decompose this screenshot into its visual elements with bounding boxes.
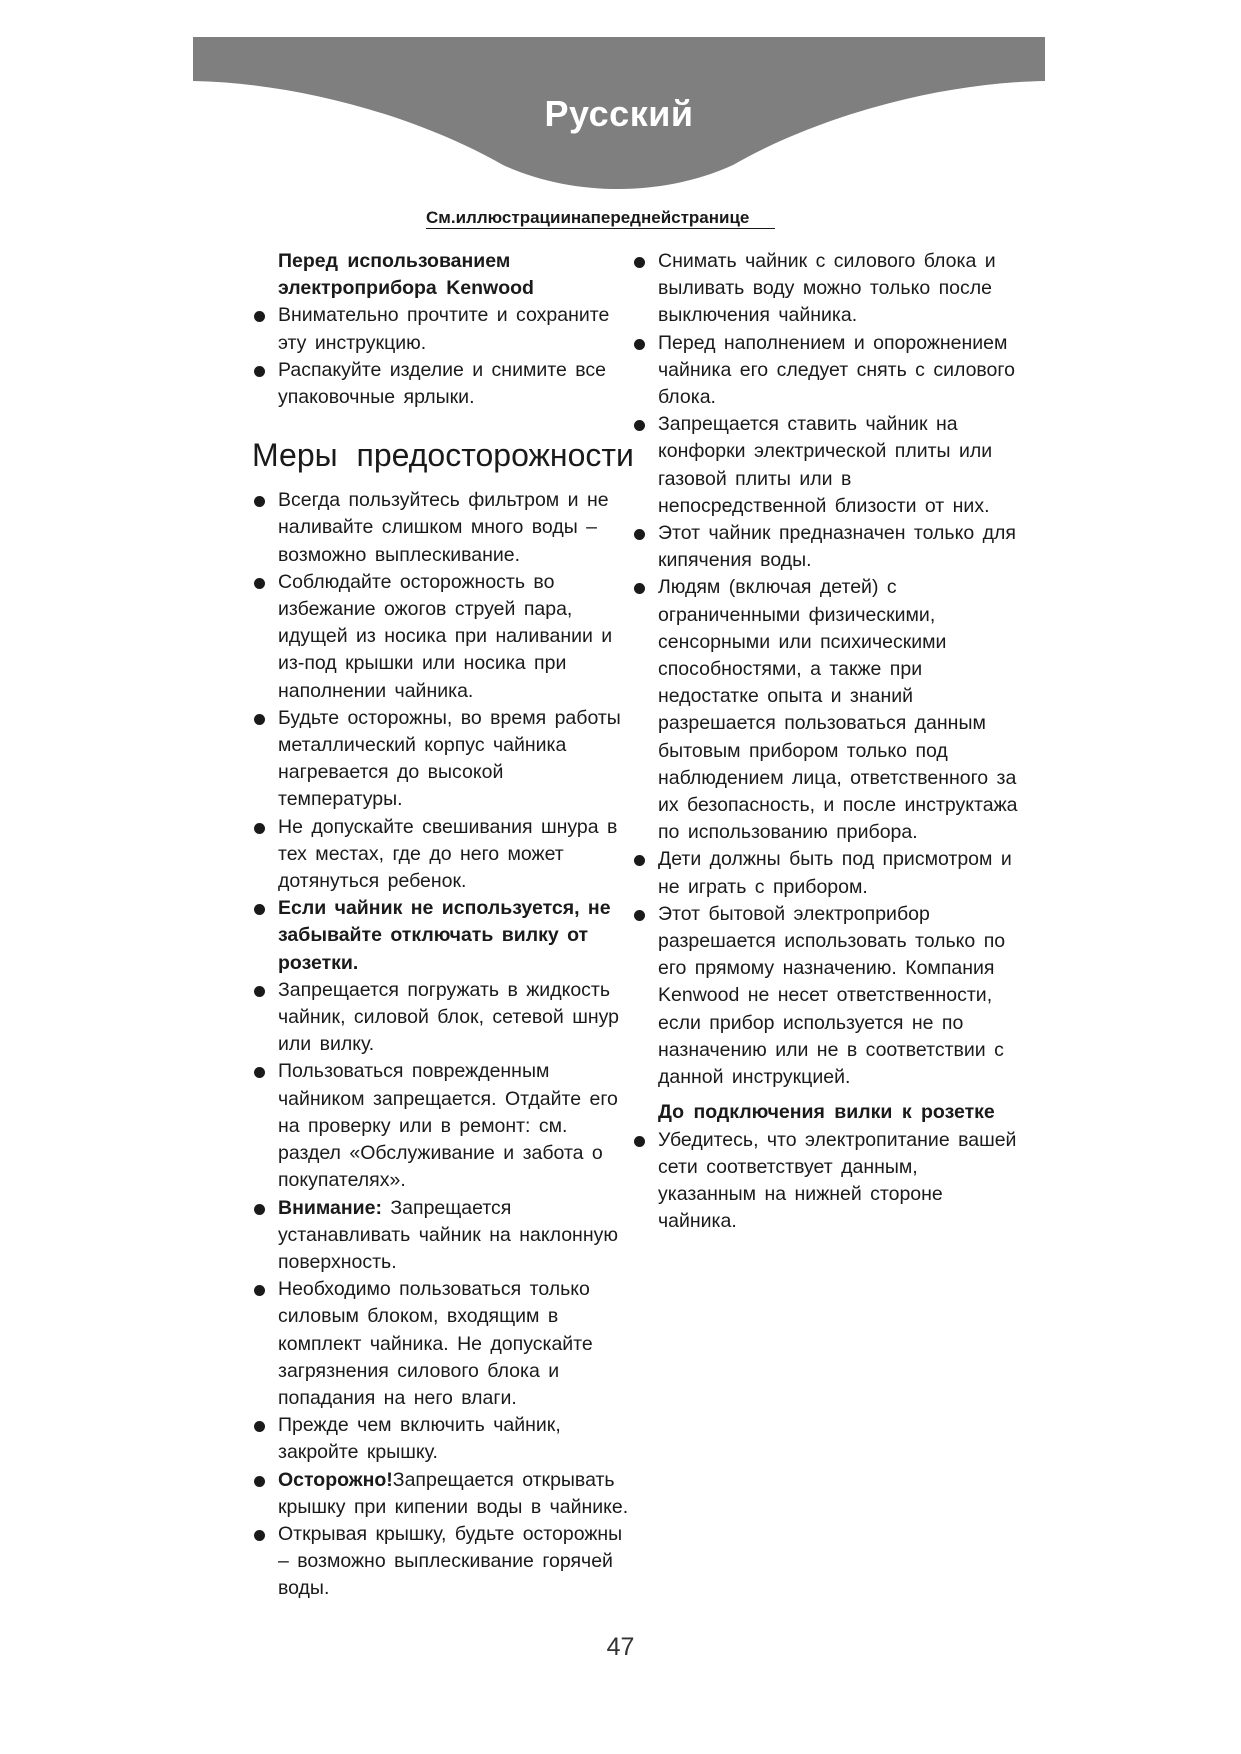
- list-item: Снимать чайник с силового блока и выливать воду можно только после выключения чайника.: [634, 248, 1019, 330]
- list-item: [254, 1276, 629, 1412]
- list-item: Убедитесь, что электропитание вашей сети соответствует данным, указанным на нижней стороне чайника.: [634, 1127, 1019, 1236]
- list-item: [254, 569, 629, 705]
- list-item: [254, 1521, 629, 1603]
- left-column: [252, 248, 634, 1603]
- safety-section-title: Меры предосторожности: [252, 437, 634, 474]
- safety-list-continued: [634, 248, 1019, 1091]
- list-item: [254, 487, 629, 569]
- item-text: Всегда пользуйтесь фильтром и не наливайте слишком много воды – возможно выплескивание.: [278, 489, 609, 566]
- header-banner: [193, 37, 1045, 194]
- item-text: Пользоваться поврежденным чайником запрещается. Отдайте его на проверку или в ремонт: см. раздел «Обслуживание и забота о покупателях».: [278, 1060, 618, 1192]
- list-item: [254, 1195, 629, 1277]
- list-item: Запрещается ставить чайник на конфорки электрической плиты или газовой плиты или в непосредственной близости от них.: [634, 411, 1019, 520]
- item-text: Запрещается погружать в жидкость чайник, силовой блок, сетевой шнур или вилку.: [278, 978, 619, 1056]
- list-item: Этот бытовой электроприбор разрешается использовать только по его прямому назначению. Компания Kenwood не несет ответственности, если прибор используется не по назначению или не в соответствии с данной инструкцией.: [634, 901, 1019, 1091]
- item-text: Запрещается устанавливать чайник на наклонную поверхность.: [278, 1196, 618, 1273]
- list-item: Людям (включая детей) с ограниченными физическими, сенсорными или психическими способностями, а также при недостатке опыта и знаний разрешается пользоваться данным бытовым прибором только под наблюдением лица, ответственного за их безопасность, и после инструктажа по использованию прибора.: [634, 574, 1019, 846]
- item-bold: Если чайник не используется, не забывайте отключать вилку от розетки.: [278, 897, 611, 974]
- item-text: Необходимо пользоваться только силовым блоком, входящим в комплект чайника. Не допускайте загрязнения силового блока и попадания на него влаги.: [278, 1278, 593, 1409]
- item-text: Открывая крышку, будьте осторожны – возможно выплескивание горячей воды.: [278, 1522, 623, 1600]
- see-illustrations-note: См.иллюстрациинапереднейстранице: [426, 208, 775, 229]
- before-use-list: [254, 302, 629, 411]
- item-text: Запрещается открывать крышку при кипении воды в чайнике.: [278, 1468, 629, 1518]
- list-item: [254, 977, 629, 1059]
- list-item: [254, 1058, 629, 1194]
- before-plugging-list: [634, 1127, 1019, 1236]
- list-item: [254, 1412, 629, 1466]
- item-text: Будьте осторожны, во время работы металлический корпус чайника нагревается до высокой температуры.: [278, 706, 621, 811]
- item-text: Не допускайте свешивания шнура в тех местах, где до него может дотянуться ребенок.: [278, 815, 618, 893]
- list-item: Перед наполнением и опорожнением чайника его следует снять с силового блока.: [634, 330, 1019, 412]
- before-use-heading: Перед использованием электроприбора Kenwood: [278, 250, 534, 300]
- list-item: [254, 1467, 629, 1521]
- page-title: Русский: [544, 93, 694, 134]
- right-column: [634, 248, 1019, 1235]
- list-item: [254, 705, 629, 814]
- item-bold: Внимание:: [278, 1196, 382, 1219]
- list-item: [254, 814, 629, 896]
- list-item: Дети должны быть под присмотром и не играть с прибором.: [634, 846, 1019, 900]
- list-item: [254, 895, 629, 977]
- before-plugging-heading: До подключения вилки к розетке: [658, 1101, 995, 1124]
- page-number: 47: [606, 1633, 635, 1661]
- list-item: Внимательно прочтите и сохраните эту инструкцию.: [254, 302, 629, 356]
- item-text: Соблюдайте осторожность во избежание ожогов струей пара, идущей из носика при наливании и из-под крышки или носика при наполнении чайника.: [278, 570, 613, 702]
- safety-list: [254, 487, 629, 1602]
- list-item: Распакуйте изделие и снимите все упаковочные ярлыки.: [254, 357, 629, 411]
- item-bold: Осторожно!: [278, 1468, 393, 1491]
- list-item: Этот чайник предназначен только для кипячения воды.: [634, 520, 1019, 574]
- item-text: Прежде чем включить чайник, закройте крышку.: [278, 1414, 561, 1464]
